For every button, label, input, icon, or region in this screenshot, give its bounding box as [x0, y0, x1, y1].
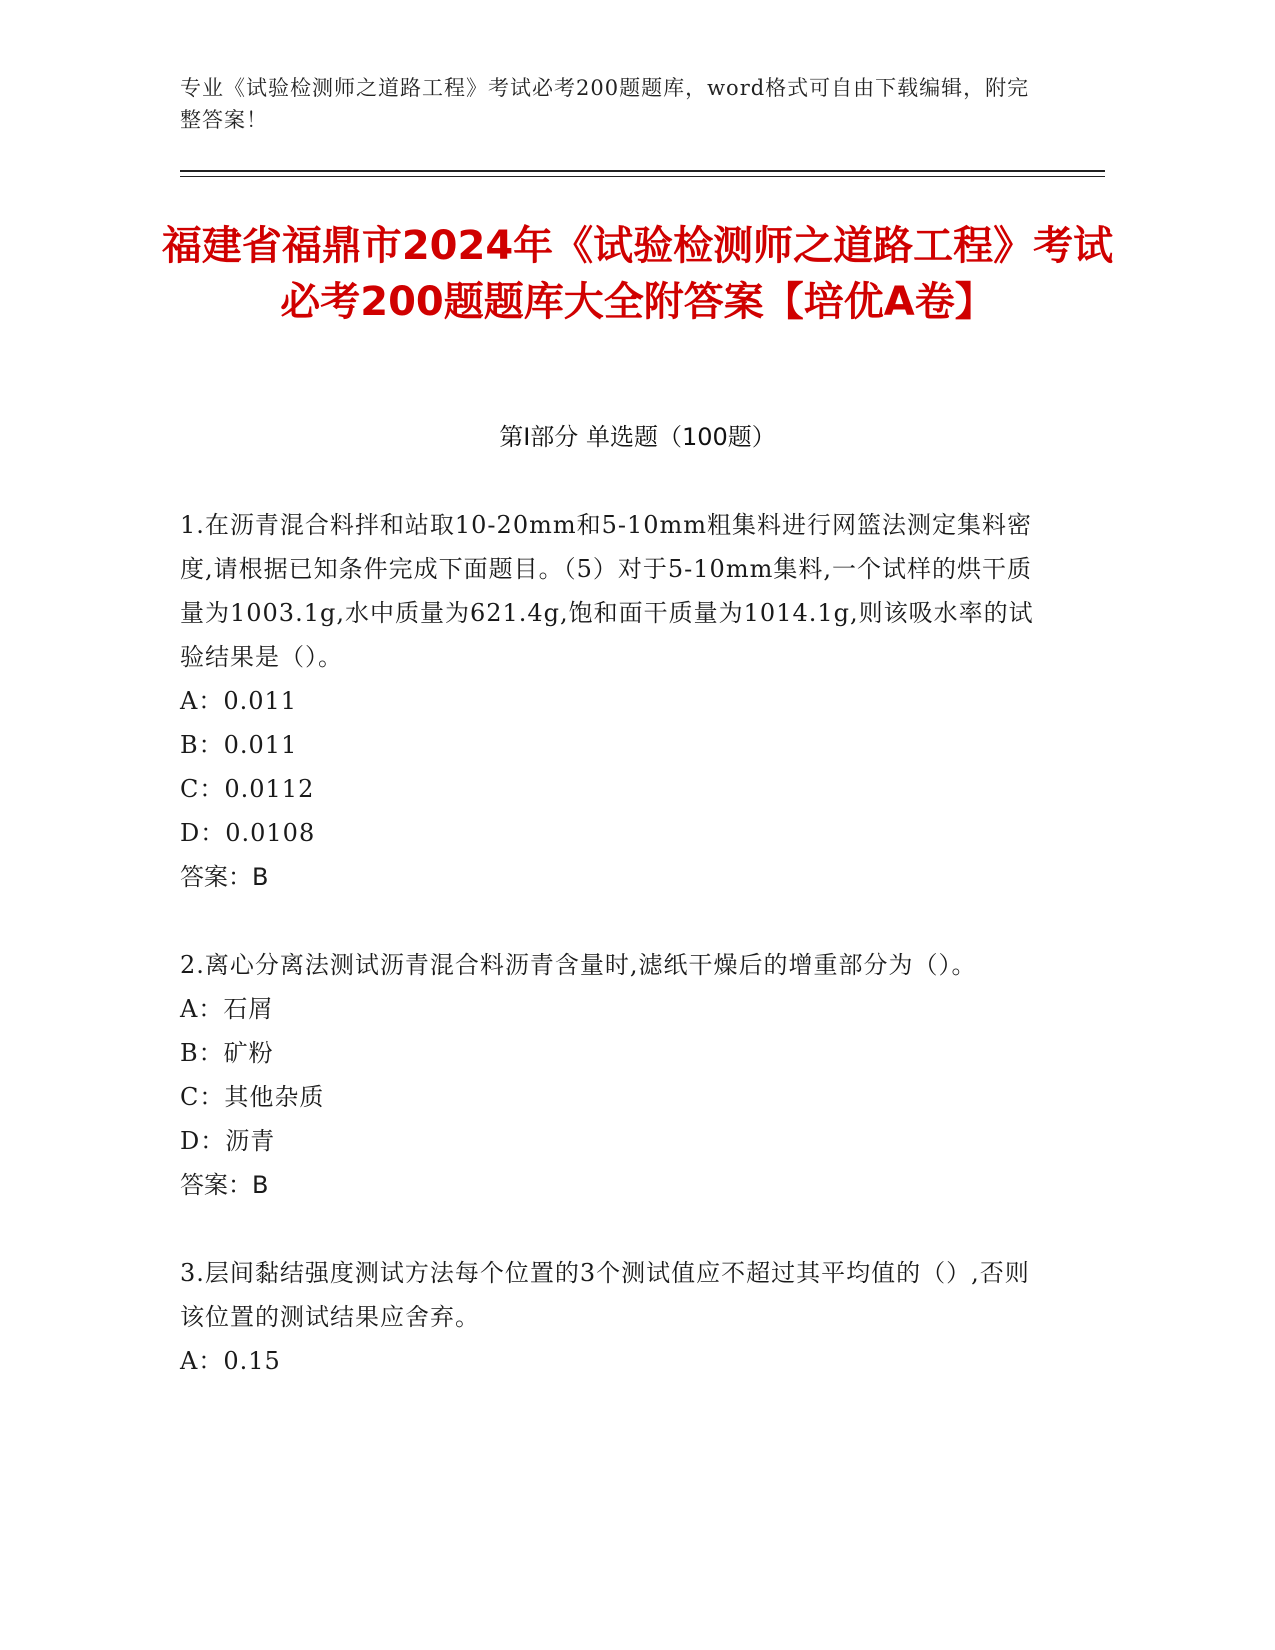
document-title: 福建省福鼎市2024年《试验检测师之道路工程》考试必考200题题库大全附答案【培优A卷】 — [161, 223, 1114, 325]
question-text: 3.层间黏结强度测试方法每个位置的3个测试值应不超过其平均值的（）,否则该位置的测试结果应舍弃。 — [180, 1259, 1030, 1331]
option-c: C：0.0112 — [180, 775, 315, 803]
option-b: B：0.011 — [180, 731, 298, 759]
header-divider-thick — [180, 170, 1105, 172]
option-c: C：其他杂质 — [180, 1083, 325, 1111]
section-heading: 第I部分 单选题（100题） — [499, 423, 776, 451]
question-item-3 — [180, 1251, 1040, 1383]
option-d: D：0.0108 — [180, 819, 316, 847]
question-list — [180, 503, 1040, 1383]
answer-label: 答案：B — [180, 1171, 269, 1199]
option-a: A：0.15 — [180, 1347, 281, 1375]
answer-label: 答案：B — [180, 863, 269, 891]
option-d: D：沥青 — [180, 1127, 276, 1155]
header-note: 专业《试验检测师之道路工程》考试必考200题题库，word格式可自由下载编辑，附完整答案！ — [180, 76, 1030, 132]
question-text: 1.在沥青混合料拌和站取10-20mm和5-10mm粗集料进行网篮法测定集料密度,请根据已知条件完成下面题目。（5）对于5-10mm集料,一个试样的烘干质量为1003.1g,水中质量为621.4g,饱和面干质量为1014.1g,则该吸水率的试验结果是（）。 — [180, 511, 1034, 671]
question-item-1 — [180, 503, 1040, 899]
question-spacer — [180, 899, 1040, 943]
question-spacer — [180, 1207, 1040, 1251]
question-text: 2.离心分离法测试沥青混合料沥青含量时,滤纸干燥后的增重部分为（）。 — [180, 951, 977, 979]
question-item-2 — [180, 943, 1040, 1207]
option-b: B：矿粉 — [180, 1039, 274, 1067]
option-a: A：石屑 — [180, 995, 274, 1023]
header-divider-thin — [180, 176, 1105, 177]
option-a: A：0.011 — [180, 687, 298, 715]
